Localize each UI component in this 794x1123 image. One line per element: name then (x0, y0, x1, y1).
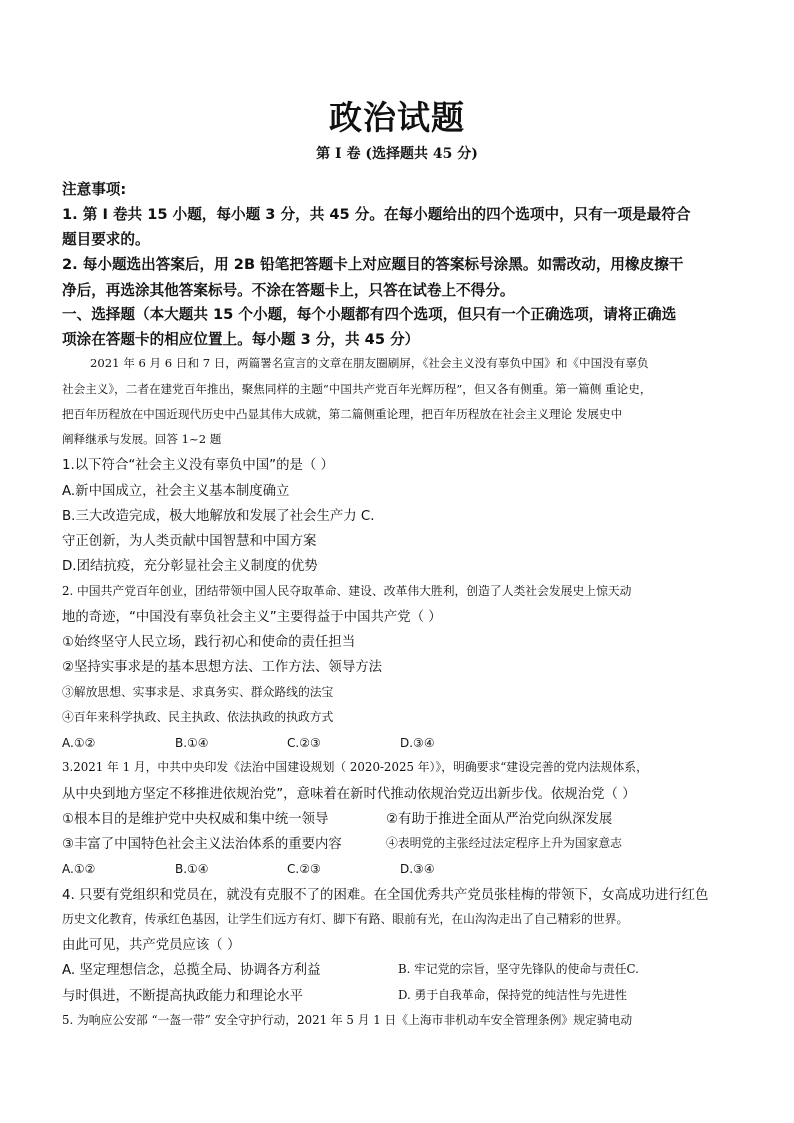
q2-item-4: ④百年来科学执政、民主执政、依法执政的执政方式 (62, 710, 334, 724)
material-line-2: 社会主义》，二者在建党百年推出，聚焦同样的主题“中国共产党百年光辉历程”，但又各有侧重。第一篇侧 重论史， (62, 382, 652, 396)
q2-choice-b: B.①④ (175, 736, 209, 750)
section-heading-line-1: 一、选择题（本大题共 15 个小题，每个小题都有四个选项，但只有一个正确选项，请将正确选 (62, 306, 677, 323)
q3-choice-d: D.③④ (400, 862, 435, 876)
q2-item-1: ①始终坚守人民立场，践行初心和使命的责任担当 (62, 635, 356, 650)
notice-item-1-line-2: 题目要求的。 (62, 231, 150, 248)
q1-stem: 1.以下符合“社会主义没有辜负中国”的是（ ） (62, 458, 334, 473)
q4-option-a: A. 坚定理想信念，总揽全局、协调各方利益 (62, 963, 321, 978)
material-line-1: 2021 年 6 月 6 日和 7 日，两篇署名宣言的文章在朋友圈刷屏，《社会主义没有辜负中国》和《中国没有辜负 (90, 356, 649, 370)
q4-option-b: B. 牢记党的宗旨，坚守先锋队的使命与责任C. (398, 962, 639, 976)
q3-choice-a: A.①② (62, 862, 96, 876)
q4-stem-line-2: 历史文化教育，传承红色基因，让学生们远方有灯、脚下有路、眼前有光，在山沟沟走出了自己精彩的世界。 (62, 912, 629, 926)
q3-choice-c: C.②③ (287, 862, 321, 876)
q3-item-1: ①根本目的是维护党中央权威和集中统一领导 (62, 812, 329, 827)
q3-item-3: ③丰富了中国特色社会主义法治体系的重要内容 (62, 837, 342, 852)
q1-option-b: B.三大改造完成，极大地解放和发展了社会生产力 C. (62, 509, 375, 524)
q4-option-d: D. 勇于自我革命，保持党的纯洁性与先进性 (398, 988, 627, 1002)
q2-choice-a: A.①② (62, 736, 96, 750)
notice-heading: 注意事项: (62, 181, 127, 198)
page-subtitle: 第 I 卷 (选择题共 45 分) (316, 146, 478, 162)
q4-stem-line-1: 4. 只要有党组织和党员在，就没有克服不了的困难。在全国优秀共产党员张桂梅的带领下，女高成功进行红色 (62, 888, 709, 903)
q5-stem-line-1: 5. 为响应公安部 “一盔一带” 安全守护行动，2021 年 5 月 1 日《上海市非机动车安全管理条例》规定骑电动 (62, 1013, 633, 1027)
q2-stem-line-2: 地的奇迹，“中国没有辜负社会主义”主要得益于中国共产党（ ） (62, 610, 442, 625)
material-line-4: 阐释继承与发展。回答 1~2 题 (62, 432, 222, 446)
q1-option-d: D.团结抗疫，充分彰显社会主义制度的优势 (62, 559, 318, 574)
q1-option-a: A.新中国成立，社会主义基本制度确立 (62, 484, 290, 499)
q4-option-c: 与时俱进，不断提高执政能力和理论水平 (62, 989, 304, 1004)
page-title: 政治试题 (329, 98, 465, 137)
q2-choice-d: D.③④ (400, 736, 435, 750)
notice-item-1-line-1: 1. 第 Ⅰ 卷共 15 小题，每小题 3 分，共 45 分。在每小题给出的四个选项中，只有一项是最符合 (62, 206, 691, 223)
q2-stem-line-1: 2. 中国共产党百年创业，团结带领中国人民夺取革命、建设、改革伟大胜利，创造了人类社会发展史上惊天动 (62, 584, 632, 598)
section-heading-line-2: 项涂在答题卡的相应位置上。每小题 3 分，共 45 分） (62, 331, 420, 348)
q2-choice-c: C.②③ (287, 736, 321, 750)
notice-item-2-line-2: 净后，再选涂其他答案标号。不涂在答题卡上，只答在试卷上不得分。 (62, 282, 515, 299)
q4-stem-line-3: 由此可见，共产党员应该（ ） (62, 938, 241, 953)
q2-item-3: ③解放思想、实事求是、求真务实、群众路线的法宝 (62, 685, 334, 699)
notice-item-2-line-1: 2. 每小题选出答案后，用 2B 铅笔把答题卡上对应题目的答案标号涂黑。如需改动，用橡皮擦干 (62, 256, 684, 273)
q3-stem-line-2: 从中央到地方坚定不移推进依规治党”，意味着在新时代推动依规治党迈出新步伐。依规治党（ ） (62, 787, 636, 802)
q3-item-2: ②有助于推进全面从严治党向纵深发展 (386, 812, 613, 827)
q3-choice-b: B.①④ (175, 862, 209, 876)
material-line-3: 把百年历程放在中国近现代历史中凸显其伟大成就，第二篇侧重论理，把百年历程放在社会主义理论 发展史中 (62, 407, 623, 421)
q2-item-2: ②坚持实事求是的基本思想方法、工作方法、领导方法 (62, 660, 382, 675)
q1-option-c: 守正创新，为人类贡献中国智慧和中国方案 (62, 534, 317, 549)
q3-stem-line-1: 3.2021 年 1 月，中共中央印发《法治中国建设规划（ 2020-2025 年）》，明确要求“建设完善的党内法规体系， (62, 760, 648, 774)
q3-item-4: ④表明党的主张经过法定程序上升为国家意志 (386, 836, 622, 850)
